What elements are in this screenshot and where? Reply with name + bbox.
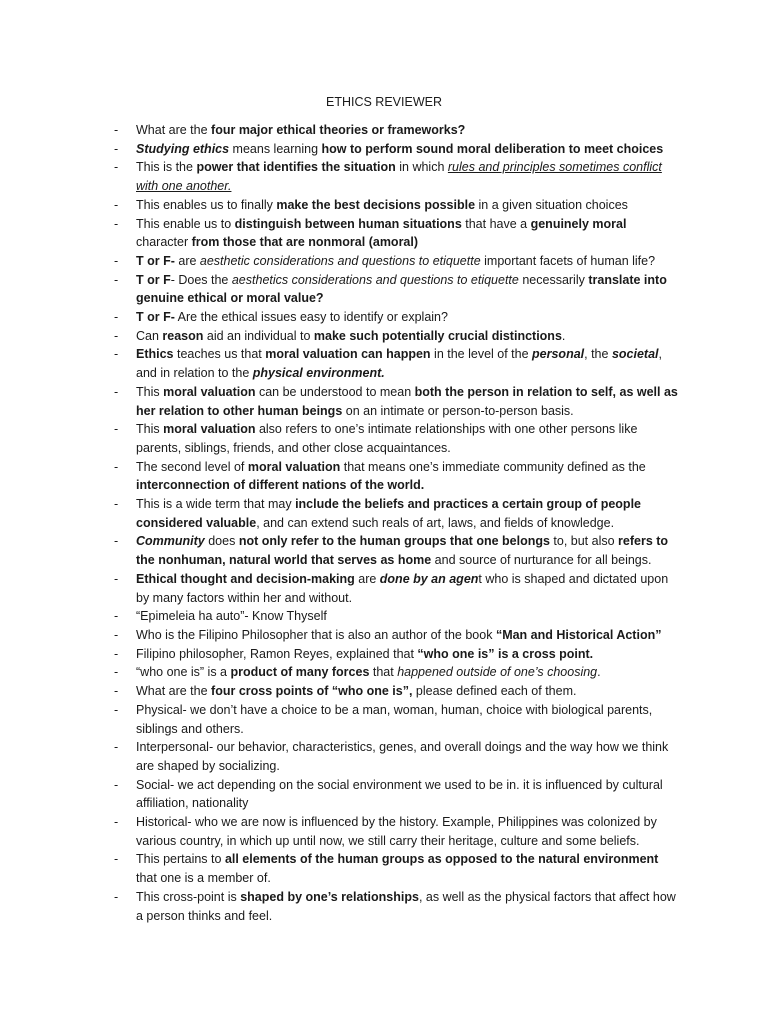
text-run: This — [136, 422, 164, 437]
bullet-dash-icon: - — [114, 272, 119, 287]
text-run: reason — [162, 328, 204, 343]
text-run: four cross points of “who one is”, — [211, 684, 413, 699]
text-run: in which — [395, 160, 448, 175]
text-run: both the person in relation to self, as well as her relation to other human beings — [136, 384, 678, 418]
text-run: aesthetic considerations and questions to etiquette — [199, 253, 481, 268]
text-run: What are the — [136, 684, 212, 699]
list-item — [0, 813, 768, 850]
text-run: Can — [136, 328, 163, 343]
list-item — [0, 738, 768, 775]
list-item — [0, 308, 768, 327]
bullet-dash-icon: - — [114, 123, 119, 137]
text-run: “Epimeleia ha auto”- Know Thyself — [136, 609, 327, 624]
list-item — [0, 701, 768, 738]
document-title: ETHICS REVIEWER — [326, 95, 442, 109]
text-run: refers to the nonhuman, natural world that serves as home — [136, 534, 669, 568]
text-run: shaped by one’s relationships — [240, 889, 419, 904]
text-run: This enable us to — [136, 216, 235, 231]
list-item — [0, 663, 768, 682]
text-run: how to perform sound moral deliberation to meet choices — [321, 141, 664, 156]
bullet-dash-icon: - — [114, 740, 119, 755]
text-run: means learning — [229, 141, 322, 156]
bullet-dash-icon: - — [114, 627, 119, 642]
text-run: character — [136, 235, 192, 250]
text-run: t who is shaped and dictated upon by many factors within her and without. — [136, 571, 669, 605]
bullet-dash-icon: - — [114, 665, 119, 680]
reviewer-list — [0, 121, 768, 925]
text-run: are — [174, 253, 200, 268]
bullet-dash-icon: - — [114, 459, 119, 474]
bullet-dash-icon: - — [114, 815, 119, 830]
text-run: in a given situation choices — [475, 197, 628, 212]
text-run: also refers to one’s intimate relationships with one other persons like parents, siblings, friends, and other close acquaintances. — [136, 422, 638, 455]
text-run: , and can extend such reals of art, laws, and fields of knowledge. — [256, 515, 615, 530]
text-run: This is a wide term that may — [136, 497, 296, 512]
list-item — [0, 345, 768, 382]
text-run: T or F- — [136, 310, 175, 325]
bullet-dash-icon: - — [114, 852, 119, 867]
list-item — [0, 327, 768, 346]
text-run: does — [204, 534, 239, 549]
text-run: Ethics — [136, 347, 174, 362]
list-item — [0, 383, 768, 420]
text-run: are — [354, 571, 380, 586]
text-run: aesthetics considerations and questions to etiquette — [231, 272, 519, 287]
list-item — [0, 458, 768, 495]
text-run: include the beliefs and practices a certain group of people considered valuable — [136, 497, 641, 530]
bullet-dash-icon: - — [114, 684, 119, 699]
text-run: make the best decisions possible — [276, 197, 476, 212]
text-run: , and in relation to the — [136, 347, 662, 381]
text-run: teaches us that — [173, 347, 266, 362]
text-run: This — [136, 384, 164, 399]
list-item — [0, 532, 768, 569]
bullet-dash-icon: - — [114, 384, 119, 399]
bullet-dash-icon: - — [114, 609, 119, 624]
list-item — [0, 570, 768, 607]
list-item — [0, 850, 768, 887]
bullet-dash-icon: - — [114, 422, 119, 437]
text-run: all elements of the human groups as opposed to the natural environment — [224, 852, 659, 867]
list-item — [0, 196, 768, 215]
text-run: Ethical thought and decision-making — [136, 571, 355, 586]
text-run: , the — [584, 347, 612, 362]
list-item — [0, 158, 768, 195]
text-run: societal — [611, 347, 659, 362]
text-run: “Man and Historical Action” — [495, 627, 662, 642]
text-run: Who is the Filipino Philosopher that is also an author of the book — [136, 627, 496, 642]
text-run: Filipino philosopher, Ramon Reyes, explained that — [136, 646, 418, 661]
text-run: happened outside of one’s choosing — [397, 665, 598, 680]
text-run: “who one is” is a — [136, 665, 231, 680]
text-run: in the level of the — [430, 347, 533, 362]
text-run: product of many forces — [230, 665, 370, 680]
list-item — [0, 626, 768, 645]
list-item — [0, 140, 768, 159]
text-run: moral valuation can happen — [265, 347, 431, 362]
text-run: that means one’s immediate community defined as the — [340, 459, 646, 474]
text-run: T or F- — [136, 253, 175, 268]
text-run: from those that are nonmoral (amoral) — [191, 235, 419, 250]
text-run: important facets of human life? — [480, 253, 656, 268]
text-run: power that identifies the situation — [196, 160, 396, 175]
text-run: moral valuation — [163, 384, 256, 399]
text-run: This is the — [136, 160, 197, 175]
text-run: Are the ethical issues easy to identify or explain? — [174, 310, 448, 325]
list-item — [0, 271, 768, 308]
text-run: translate into genuine ethical or moral value? — [136, 272, 667, 306]
bullet-dash-icon: - — [114, 889, 119, 904]
bullet-dash-icon: - — [114, 534, 119, 549]
text-run: What are the — [136, 123, 212, 137]
bullet-dash-icon: - — [114, 141, 119, 156]
bullet-dash-icon: - — [114, 160, 119, 175]
text-run: This enables us to finally — [136, 197, 277, 212]
text-run: This cross-point is — [136, 889, 241, 904]
text-run: “who one is” is a cross point. — [417, 646, 594, 661]
text-run: Community — [136, 534, 205, 549]
bullet-dash-icon: - — [114, 347, 119, 362]
text-run: - Does the — [170, 272, 232, 287]
text-run: , as well as the physical factors that affect how a person thinks and feel. — [136, 889, 676, 923]
text-run: genuinely moral — [530, 216, 627, 231]
text-run: Physical- we don’t have a choice to be a man, woman, human, choice with biological parents, siblings and others. — [136, 702, 653, 736]
text-run: done by an agen — [379, 571, 479, 586]
list-item — [0, 495, 768, 532]
bullet-dash-icon: - — [114, 497, 119, 512]
bullet-dash-icon: - — [114, 197, 119, 212]
text-run: that have a — [461, 216, 531, 231]
list-item — [0, 121, 768, 140]
text-run: not only refer to the human groups that one belongs — [238, 534, 550, 549]
text-run: that one is a member of. — [136, 871, 271, 886]
bullet-dash-icon: - — [114, 702, 119, 717]
text-run: please defined each of them. — [412, 684, 577, 699]
text-run: . — [561, 328, 566, 343]
text-run: personal — [532, 347, 585, 362]
list-item — [0, 215, 768, 252]
text-run: to, but also — [549, 534, 619, 549]
list-item — [0, 682, 768, 701]
text-run: four major ethical theories or frameworks? — [211, 123, 466, 137]
list-item — [0, 607, 768, 626]
list-item — [0, 776, 768, 813]
text-run: moral valuation — [247, 459, 341, 474]
text-run: make such potentially crucial distinctions — [313, 328, 562, 343]
text-run: distinguish between human situations — [234, 216, 462, 231]
text-run: Historical- who we are now is influenced by the history. Example, Philippines was colonized by various country, in which up until now, we still carry their heritage, culture and some beliefs. — [136, 815, 657, 848]
bullet-dash-icon: - — [114, 253, 119, 268]
list-item — [0, 888, 768, 925]
text-run: This pertains to — [136, 852, 225, 867]
text-run: necessarily — [518, 272, 589, 287]
list-item — [0, 252, 768, 271]
text-run: can be understood to mean — [255, 384, 415, 399]
text-run: rules and principles sometimes conflict with one another. — [136, 160, 662, 194]
text-run: . — [597, 665, 601, 680]
list-item — [0, 645, 768, 664]
text-run: Studying ethics — [136, 141, 230, 156]
text-run: on an intimate or person-to-person basis. — [342, 403, 574, 418]
text-run: The second level of — [136, 459, 248, 474]
text-run: aid an individual to — [203, 328, 314, 343]
bullet-dash-icon: - — [114, 328, 119, 343]
bullet-dash-icon: - — [114, 310, 119, 325]
text-run: and source of nurturance for all beings. — [431, 553, 652, 568]
bullet-dash-icon: - — [114, 646, 119, 661]
bullet-dash-icon: - — [114, 777, 119, 792]
text-run: interconnection of different nations of the world. — [136, 478, 425, 493]
list-item — [0, 420, 768, 457]
text-run: Interpersonal- our behavior, characteristics, genes, and overall doings and the way how we think are shaped by socializing. — [136, 740, 669, 773]
text-run: that — [369, 665, 398, 680]
text-run: moral valuation — [163, 422, 256, 437]
text-run: T or F — [136, 272, 171, 287]
text-run: Social- we act depending on the social environment we used to be in. it is influenced by cultural affiliation, nationality — [136, 777, 663, 811]
text-run: physical environment. — [252, 366, 385, 381]
bullet-dash-icon: - — [114, 216, 119, 231]
bullet-dash-icon: - — [114, 571, 119, 586]
